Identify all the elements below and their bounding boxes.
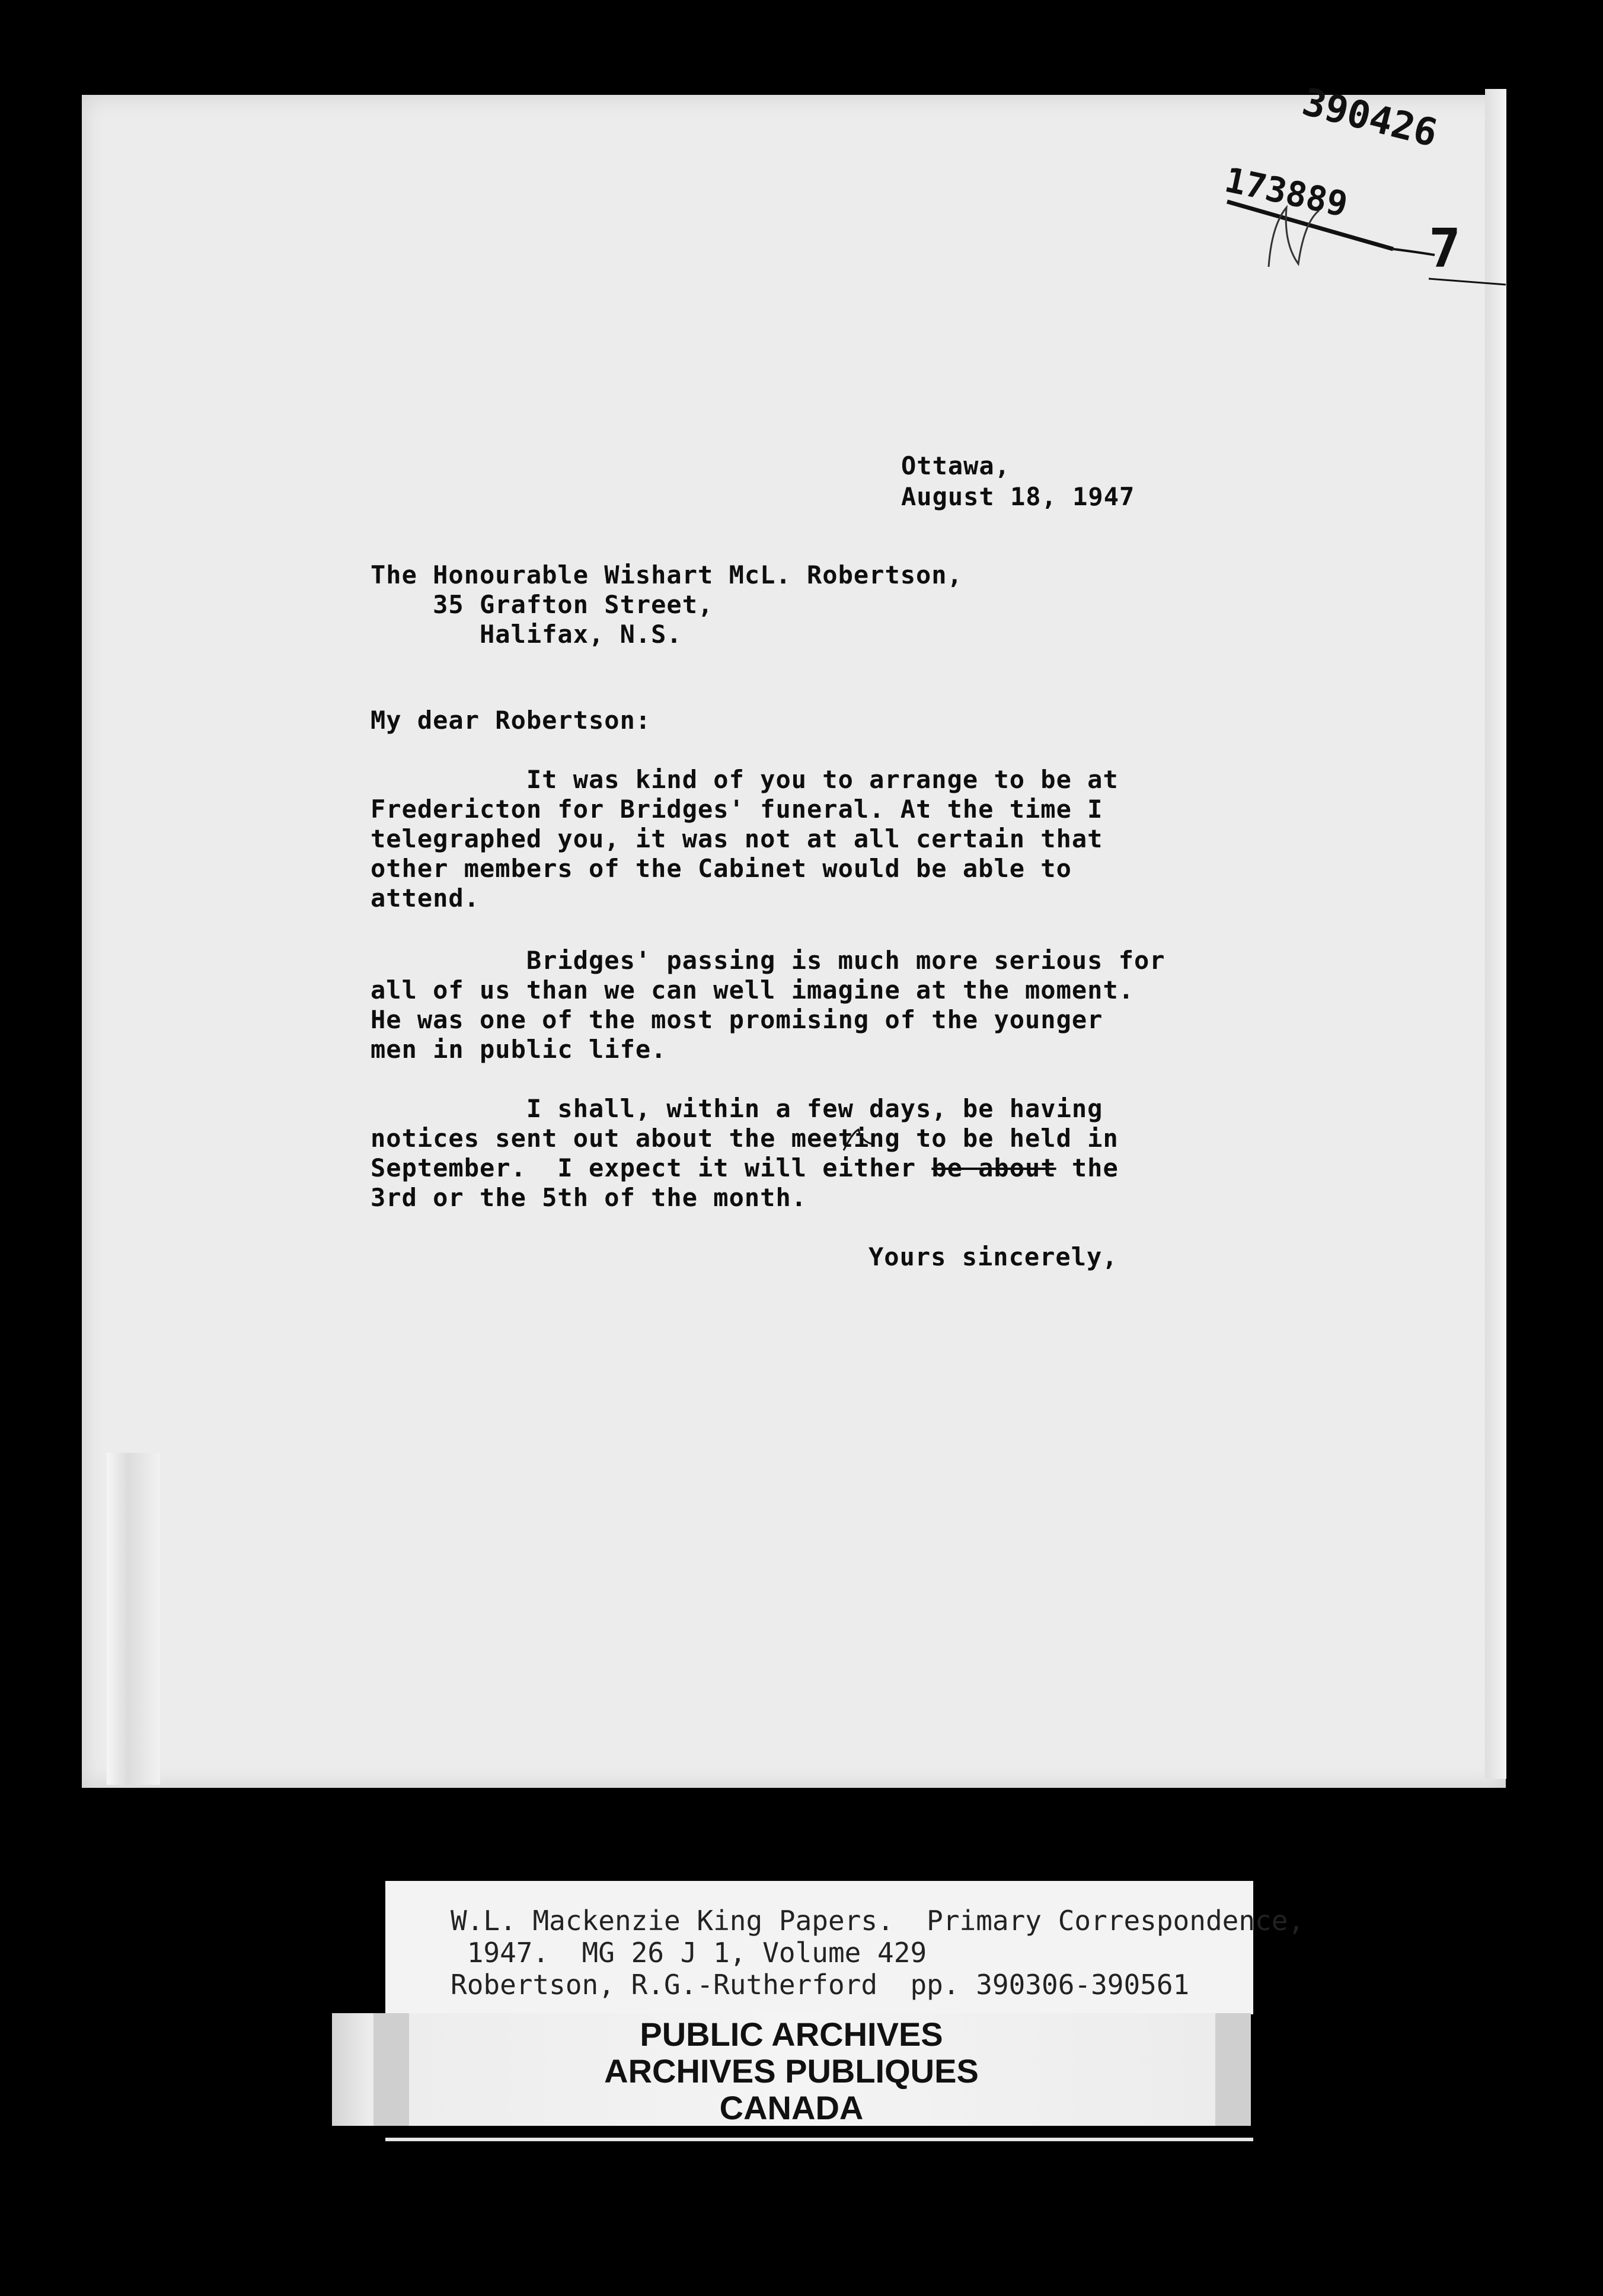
paragraph-meeting xyxy=(371,1094,1119,1213)
address-line: Halifax, N.S. xyxy=(371,620,682,649)
recipient-address xyxy=(371,560,963,649)
closing: Yours sincerely, xyxy=(868,1242,1118,1271)
archive-line: PUBLIC ARCHIVES xyxy=(640,2016,943,2053)
archive-line: CANADA xyxy=(719,2089,864,2126)
struck-text: be about xyxy=(931,1153,1056,1182)
page-right-edge xyxy=(1485,89,1506,1779)
archive-line: ARCHIVES PUBLIQUES xyxy=(604,2052,979,2090)
letter-location-date xyxy=(901,451,1135,512)
label-line: W.L. Mackenzie King Papers. Primary Correspondence, xyxy=(451,1905,1305,1937)
collection-label xyxy=(385,1881,1305,2014)
line-text: September. I expect it will either xyxy=(371,1153,932,1182)
line-text: the xyxy=(1056,1153,1119,1182)
paragraph-line xyxy=(371,1153,1119,1183)
letter-date: August 18, 1947 xyxy=(901,482,1135,511)
label-line: Robertson, R.G.-Rutherford pp. 390306-390561 xyxy=(451,1969,1190,2001)
paragraph-line: notices sent out about the meeting to be held in xyxy=(371,1124,1119,1153)
address-line: The Honourable Wishart McL. Robertson, xyxy=(371,560,963,589)
letter-page xyxy=(82,95,1506,1788)
old-page-suffix: 7 xyxy=(1429,218,1461,280)
label-line: 1947. MG 26 J 1, Volume 429 xyxy=(451,1937,927,1969)
salutation: My dear Robertson: xyxy=(371,706,652,735)
old-page-number: 173889 xyxy=(1221,159,1352,225)
archive-stamp-text xyxy=(332,2016,1251,2126)
handwritten-insert-mark xyxy=(841,1124,876,1159)
paragraph-passing: Bridges' passing is much more serious for all of us than we can well imagine at the moment. He was one of the most promising of the younger men in public life. xyxy=(371,946,1165,1064)
address-line: 35 Grafton Street, xyxy=(371,590,714,619)
paragraph-line: 3rd or the 5th of the month. xyxy=(371,1183,807,1212)
paragraph-funeral: It was kind of you to arrange to be at Fredericton for Bridges' funeral. At the time I telegraphed you, it was not at all certain that other members of the Cabinet would be able to attend. xyxy=(371,765,1119,913)
paragraph-line: I shall, within a few days, be having xyxy=(371,1094,1103,1123)
handwritten-strike-mark xyxy=(1215,178,1512,308)
archive-page-number: 390426 xyxy=(1298,80,1442,156)
page-stack-edge xyxy=(107,1453,160,1785)
label-rule xyxy=(385,2138,1253,2141)
letter-place: Ottawa, xyxy=(901,451,1011,480)
